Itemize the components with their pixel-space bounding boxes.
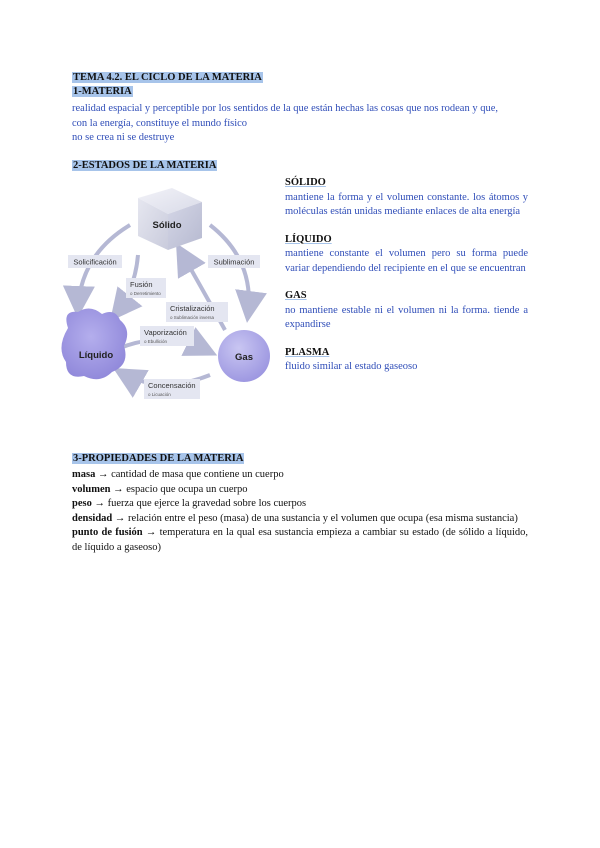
arrow-symbol: → (94, 498, 105, 509)
property-desc: relación entre el peso (masa) de una sustancia y el volumen que ocupa (esa misma sustancia) (128, 512, 518, 524)
property-item (72, 483, 528, 498)
state-gas (285, 289, 528, 333)
section-1-line: con la energía, constituye el mundo físico (72, 117, 248, 129)
state-solido (285, 176, 528, 220)
section-1-heading: 1-MATERIA (73, 86, 132, 97)
arrow-symbol: → (145, 527, 157, 538)
property-term: densidad (72, 512, 113, 524)
arrow-symbol: → (114, 512, 126, 524)
label-fusion: Fusión (130, 280, 153, 289)
page-title: TEMA 4.2. EL CICLO DE LA MATERIA (73, 72, 262, 83)
label-cristalizacion: Cristalización (170, 304, 215, 313)
label-vaporizacion: Vaporización (144, 328, 187, 337)
property-item (72, 526, 528, 555)
label-sublimacion: Sublimación (213, 257, 255, 267)
section-1-line: no se crea ni se destruye (72, 132, 175, 143)
solid-cube (138, 188, 202, 250)
state-liquido (285, 233, 528, 277)
label-vaporizacion-sub: o Ebullición (144, 339, 168, 344)
property-desc: temperatura en la qual esa sustancia empieza a cambiar su estado (de sólido a líquido, de líquido a gaseoso) (72, 527, 529, 553)
label-gas: Gas (235, 352, 253, 363)
state-name: LÍQUIDO (285, 233, 332, 245)
properties-list (72, 468, 528, 555)
property-term: volumen (72, 483, 111, 495)
section-3-heading: 3-PROPIEDADES DE LA MATERIA (73, 453, 244, 464)
property-term: punto de fusión (72, 527, 143, 538)
label-condensacion: Concensación (148, 381, 196, 390)
section-1-body (72, 102, 532, 146)
property-desc: cantidad de masa que contiene un cuerpo (111, 469, 284, 480)
label-solido: Sólido (152, 220, 182, 231)
state-desc: no mantiene estable ni el volumen ni la forma. tiende a expandirse (285, 304, 528, 330)
state-name: PLASMA (285, 346, 330, 358)
state-desc: fluido similar al estado gaseoso (285, 361, 418, 372)
property-desc: espacio que ocupa un cuerpo (126, 483, 248, 495)
property-item (72, 512, 528, 527)
state-plasma (285, 346, 528, 375)
label-liquido: Líquido (78, 350, 114, 361)
states-list (285, 176, 528, 375)
states-of-matter-diagram (60, 180, 280, 405)
property-term: masa (72, 469, 96, 480)
label-fusion-sub: o Derretimiento (130, 291, 161, 296)
property-item (72, 497, 528, 512)
state-name: GAS (285, 290, 307, 301)
property-desc: fuerza que ejerce la gravedad sobre los cuerpos (107, 498, 307, 509)
section-1-line: realidad espacial y perceptible por los sentidos de la que están hechas las cosas que nos rodean y que, (72, 103, 498, 114)
section-2-heading: 2-ESTADOS DE LA MATERIA (73, 160, 217, 171)
arrow-sublimacion (210, 225, 249, 315)
property-item (72, 468, 528, 483)
arrow-symbol: → (97, 469, 109, 480)
label-solidificacion: Solicificación (73, 257, 117, 267)
state-desc: mantiene la forma y el volumen constante. los átomos y moléculas están unidas mediante enlaces de alta energía (285, 191, 528, 217)
state-name: SÓLIDO (285, 177, 326, 188)
state-desc: mantiene constante el volumen pero su forma puede variar dependiendo del recipiente en el que se encuentran (285, 248, 528, 274)
property-term: peso (72, 498, 92, 509)
label-condensacion-sub: o Licuación (148, 392, 171, 397)
label-cristalizacion-sub: o Sublimación inversa (170, 315, 215, 320)
arrow-symbol: → (113, 483, 124, 495)
liquid-blob (61, 308, 127, 379)
